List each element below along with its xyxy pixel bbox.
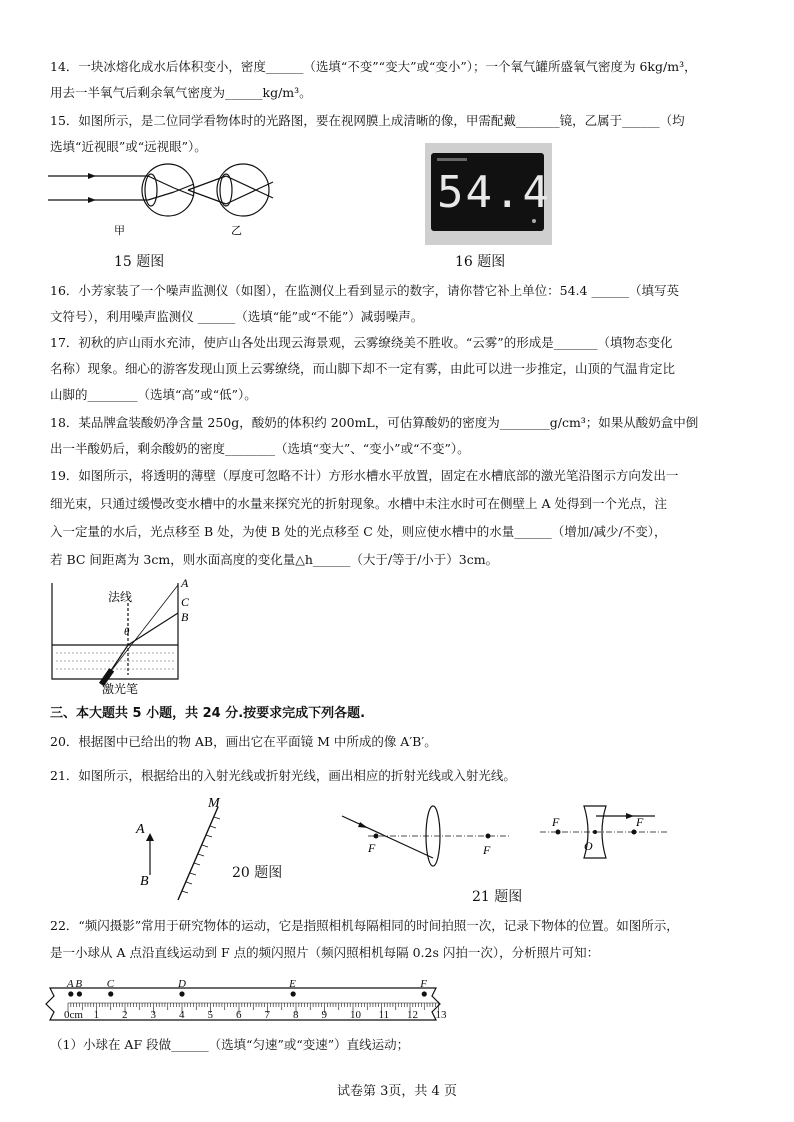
focus-left-point [556,830,561,835]
strobe-point-A [68,991,73,996]
q15-eye-diagram [48,160,278,240]
arrow-icon [146,833,154,841]
q21-concave-lens-diagram [540,806,670,878]
page-footer: 试卷第 3页，共 4 页 [337,1084,457,1099]
noise-monitor-photo [425,143,552,245]
q16-caption: 16 题图 [455,254,506,270]
ruler-tick-label: 6 [236,1009,242,1021]
plane-mirror [178,807,218,900]
strobe-point-F [422,991,427,996]
q16-line-2: 文符号），利用噪声监测仪 ______（选填“能”或“不能”）减弱噪声。 [50,309,424,324]
monitor-brand [437,158,467,161]
ruler-tick-label: 4 [179,1009,185,1021]
strobe-label-F: F [420,978,427,990]
q19-line-4: 若 BC 间距离为 3cm，则水面高度的变化量△h______（大于/等于/小于）3cm。 [50,552,499,567]
label-O: O [584,839,593,853]
q19-line-3: 入一定量的水后，光点移至 B 处，为使 B 处的光点移至 C 处，则应使水槽中的水量______（增加/减少/不变）， [50,524,667,539]
label-F-right: F [636,815,644,829]
q22-sub-1: （1）小球在 AF 段做______（选填“匀速”或“变速”）直线运动； [50,1037,410,1052]
eye-jia [48,164,194,216]
q15-caption: 15 题图 [114,254,165,270]
ruler-tick-label: 13 [435,1009,447,1021]
q15-line-2: 选填“近视眼”或“远视眼”）。 [50,139,207,154]
strobe-label-C: C [106,978,115,990]
ruler-tick-label: 7 [264,1009,270,1021]
q16-line-1: 16．小芳家装了一个噪声监测仪（如图），在监测仪上看到显示的数字，请你替它补上单位：54.4 ______（填写英 [50,283,679,298]
q20-caption: 20 题图 [232,865,283,881]
strobe-point-E [291,991,296,996]
q17-line-3: 山脚的________（选填“高”或“低”）。 [50,387,257,402]
focus-right-point [632,830,637,835]
label-A: A [136,822,145,837]
strobe-label-A: A [66,978,74,990]
arrow-icon [358,822,368,828]
q21-line-1: 21．如图所示，根据给出的入射光线或折射光线，画出相应的折射光线或入射光线。 [50,768,516,783]
q18-line-2: 出一半酸奶后，剩余酸奶的密度________（选填“变大”、“变小”或“不变”）。 [50,441,470,456]
q14-line-1: 14．一块冰熔化成水后体积变小，密度______（选填“不变”“变大”或“变小”）；一个氧气罐所盛氧气密度为 6kg/m³， [50,59,697,74]
ruler-tick-label: 8 [293,1009,299,1021]
q17-line-2: 名称）现象。细心的游客发现山顶上云雾缭绕，而山脚下却不一定有雾，由此可以进一步推定，山顶的气温肯定比 [50,361,676,376]
q19-tank-diagram [48,575,208,700]
q22-line-1: 22．“频闪摄影”常用于研究物体的运动，它是指照相机每隔相同的时间拍照一次，记录下物体的位置。如图所示， [50,918,679,933]
focus-right-point [486,834,491,839]
q22-ruler-diagram [44,968,447,1028]
ruler-label-unit: 0cm [64,1009,83,1021]
ruler-tick-label: 10 [350,1009,361,1021]
ruler-tick-label: 1 [93,1009,99,1021]
q15-line-1: 15．如图所示，是二位同学看物体时的光路图，要在视网膜上成清晰的像，甲需配戴_______镜，乙属于______（均 [50,113,685,128]
eye-yi [188,164,273,216]
q20-mirror-diagram [130,795,240,905]
strobe-point-B [77,991,82,996]
label-laser: 激光笔 [102,682,139,696]
q21-caption: 21 题图 [472,889,523,905]
incident-ray [342,816,433,858]
label-A: A [181,576,189,590]
strobe-label-D: D [178,978,186,990]
focus-left-point [374,834,379,839]
label-jia: 甲 [114,225,125,237]
q18-line-1: 18．某品牌盒装酸奶净含量 250g，酸奶的体积约 200mL，可估算酸奶的密度为________g/cm³；如果从酸奶盒中倒 [50,415,699,430]
q19-line-2: 细光束，只通过缓慢改变水槽中的水量来探究光的折射现象。水槽中未注水时可在侧壁上 A 处得到一个光点，注 [50,496,667,511]
label-F-left: F [368,841,376,855]
label-F-right: F [483,843,491,857]
arrow-icon [626,813,634,819]
ruler-tick-label: 9 [321,1009,327,1021]
q21-convex-lens-diagram [338,800,513,862]
q19-line-1: 19．如图所示，将透明的薄壁（厚度可忽略不计）方形水槽水平放置，固定在水槽底部的激光笔沿图示方向发出一 [50,468,679,483]
strobe-label-B: B [75,978,83,990]
ruler-tick-label: 11 [378,1009,390,1021]
label-F-left: F [552,815,560,829]
q17-line-1: 17．初秋的庐山雨水充沛，使庐山各处出现云海景观，云雾缭绕美不胜收。“云雾”的形成是_______（填物态变化 [50,335,673,350]
label-C: C [181,595,190,609]
strobe-point-D [179,991,184,996]
monitor-display: 54.4 [437,167,551,218]
label-normal: 法线 [108,590,133,604]
label-M: M [208,796,220,811]
ruler-tick-label: 3 [150,1009,156,1021]
q20-line-1: 20．根据图中已给出的物 AB，画出它在平面镜 M 中所成的像 A′B′。 [50,734,437,749]
label-theta: θ [124,626,130,638]
section-3-heading: 三、本大题共 5 小题，共 24 分.按要求完成下列各题. [50,706,366,721]
optical-center-point [593,830,597,834]
q14-line-2: 用去一半氧气后剩余氧气密度为______kg/m³。 [50,85,312,100]
q22-line-2: 是一小球从 A 点沿直线运动到 F 点的频闪照片（频闪照相机每隔 0.2s 闪拍一次），分析照片可知： [50,945,600,960]
label-yi: 乙 [231,225,242,237]
ruler-tick-label: 5 [207,1009,213,1021]
monitor-body [431,153,551,231]
ruler [46,978,447,1021]
mirror-hatching [182,817,220,893]
label-B: B [181,610,189,624]
ruler-tick-label: 12 [407,1009,418,1021]
monitor-indicator [532,219,536,223]
strobe-label-E: E [289,978,296,990]
strobe-point-C [108,991,113,996]
ruler-tick-label: 2 [122,1009,128,1021]
label-B: B [140,874,149,889]
